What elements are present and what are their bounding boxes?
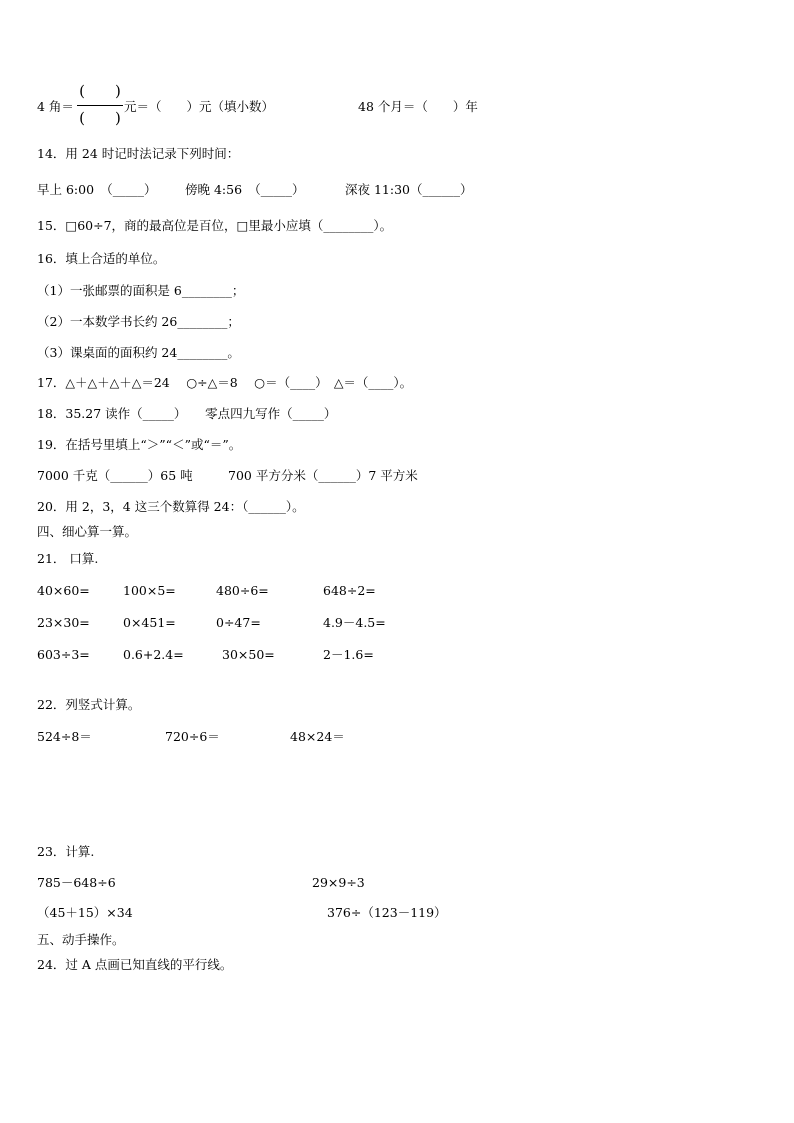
q21-r3-c3: 30×50= [222,647,275,662]
fraction-denominator-blank[interactable]: ( ) [79,109,121,127]
q14-item-1: 早上 6:00 （_____） [37,182,157,197]
q13-right-text: 48 个月＝（ ）年 [358,99,478,114]
q17-text: 17．△＋△＋△＋△＝24 ○÷△＝8 ○＝（____） △＝（____）。 [37,375,413,390]
q16-item-2: （2）一本数学书长约 26________； [37,314,240,329]
q22-item-1: 524÷8＝ [37,729,92,744]
q16-item-1: （1）一张邮票的面积是 6________； [37,283,245,298]
q21-r3-c2: 0.6+2.4= [123,647,184,662]
section-5-title: 五、动手操作。 [37,932,125,947]
q14-title: 14．用 24 时记时法记录下列时间： [37,146,240,161]
q21-r3-c1: 603÷3= [37,647,90,662]
q21-r1-c4: 648÷2= [323,583,376,598]
q23-item-4: 376÷（123－119） [327,905,447,920]
q21-r1-c1: 40×60= [37,583,90,598]
q23-title: 23．计算. [37,844,95,859]
q22-item-2: 720÷6＝ [165,729,220,744]
q21-title: 21． 口算. [37,551,99,566]
q24-title: 24．过 A 点画已知直线的平行线。 [37,957,233,972]
q21-r2-c4: 4.9－4.5= [323,615,386,630]
q23-item-2: 29×9÷3 [312,875,365,890]
q21-r3-c4: 2－1.6= [323,647,374,662]
q13-left-text: 4 角＝ [37,99,74,114]
q21-r2-c2: 0×451= [123,615,176,630]
q19-item-2: 700 平方分米（______）7 平方米 [228,468,418,483]
q21-r1-c3: 480÷6= [216,583,269,598]
fraction-blank [77,82,123,130]
section-4-title: 四、细心算一算。 [37,524,138,539]
q16-item-3: （3）课桌面的面积约 24________。 [37,345,240,360]
q13-mid-text: 元＝（ ）元（填小数） [124,99,275,114]
q22-title: 22．列竖式计算。 [37,697,141,712]
q21-r2-c3: 0÷47= [216,615,261,630]
q21-r2-c1: 23×30= [37,615,90,630]
q21-r1-c2: 100×5= [123,583,176,598]
q14-item-2: 傍晚 4:56 （_____） [185,182,305,197]
q19-title: 19．在括号里填上“＞”“＜”或“＝”。 [37,437,242,452]
q22-item-3: 48×24＝ [290,729,345,744]
q14-item-3: 深夜 11:30（______） [345,182,473,197]
fraction-bar [77,105,123,106]
q23-item-1: 785－648÷6 [37,875,116,890]
q23-item-3: （45＋15）×34 [37,905,133,920]
q16-title: 16．填上合适的单位。 [37,251,166,266]
q15-text: 15．□60÷7，商的最高位是百位，□里最小应填（________）。 [37,218,393,233]
q18-text: 18．35.27 读作（_____） 零点四九写作（_____） [37,406,337,421]
q19-item-1: 7000 千克（______）65 吨 [37,468,193,483]
fraction-numerator-blank[interactable]: ( ) [79,82,121,100]
q20-text: 20．用 2，3，4 这三个数算得 24：（______）。 [37,499,305,514]
